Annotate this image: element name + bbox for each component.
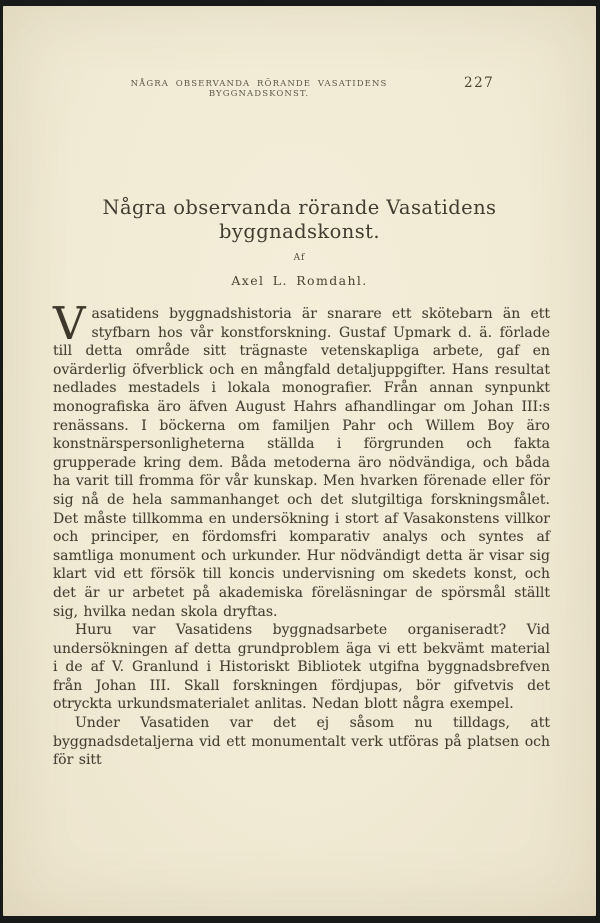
author-name: Axel L. Romdahl. (231, 273, 368, 288)
paragraph: Huru var Vasatidens byggnadsarbete organiseradt? Vid undersökningen af detta grundproblem äga vi ett bekvämt material i de af V. Granlund i Historiskt Bibliotek utgifna byggnadsbrefven från Johan III. Skall forskningen fördjupas, bör gifvetvis det otryckta urkundsmaterialet anlitas. Nedan blott några exempel. (53, 622, 550, 713)
paragraph: Vasatidens byggnadshistoria är snarare ett skötebarn än ett styfbarn hos vår konstforskning. Gustaf Upmark d. ä. förlade till detta område sitt trägnaste vetenskapliga arbete, gaf en ovärderlig öfverblick och en mångfald detaljuppgifter. Hans resultat nedlades mestadels i lokala monografier. Från annan synpunkt monografiska äro äfven August Hahrs afhandlingar om Johan III:s renässans. I böckerna om familjen Pahr och Willem Boy äro konstnärspersonligheterna ställda i förgrunden och fakta grupperade kring dem. Båda metoderna äro nödvändiga, och båda ha varit till fromma för vår kunskap. Men hvarken förenade eller för sig nå de hela sammanhanget och det slutgiltiga forskningsmålet. Det måste tillkomma en undersökning i stort af Vasakonstens villkor och principer, en fördomsfri komparativ analys och syntes af samtliga monument och urkunder. Hur nödvändigt detta är visar sig klart vid ett försök till koncis undervisning om skedets konst, och det är ur arbetet på akademiska föreläsningar de spörsmål ställt sig, hvilka nedan skola dryftas. (53, 297, 550, 620)
article-title-line2: byggnadskonst. (219, 220, 380, 243)
running-header: NÅGRA OBSERVANDA RÖRANDE VASATIDENS BYGGNADSKONST. (130, 79, 388, 99)
title-block (3, 196, 596, 288)
article-title (3, 196, 596, 244)
article-body (53, 297, 550, 770)
article-title-line1: Några observanda rörande Vasatidens (102, 196, 497, 219)
page (3, 6, 596, 916)
page-number: 227 (464, 75, 495, 91)
byline-prefix: Af (293, 253, 306, 263)
paragraph: Under Vasatiden var det ej såsom nu tilldags, att byggnadsdetaljerna vid ett monumentalt verk utföras på platsen och för sitt (53, 715, 550, 769)
